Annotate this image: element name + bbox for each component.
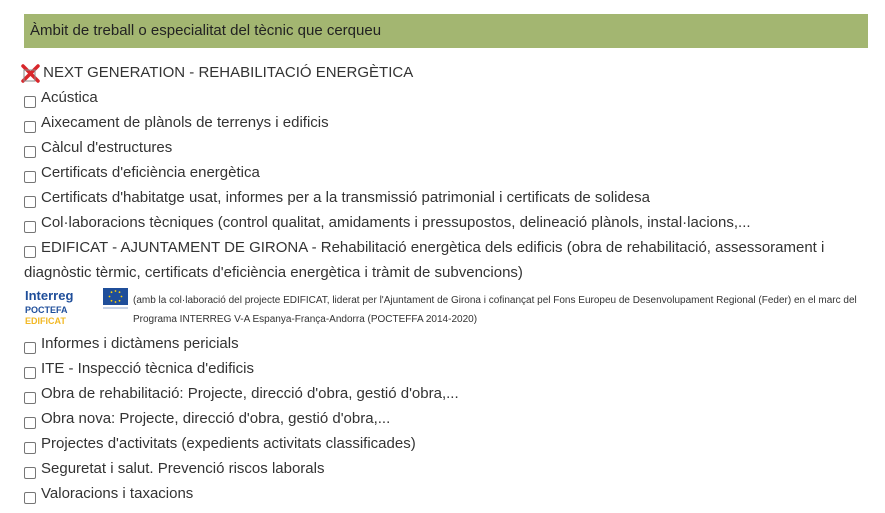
list-item[interactable] (24, 381, 874, 406)
item-label[interactable]: Obra de rehabilitació: Projecte, direcció d'obra, gestió d'obra,... (41, 385, 459, 402)
item-label[interactable]: ITE - Inspecció tècnica d'edificis (41, 360, 254, 377)
logo-edificat-text: EDIFICAT (25, 316, 66, 326)
item-label[interactable]: Obra nova: Projecte, direcció d'obra, gestió d'obra,... (41, 410, 391, 427)
checked-checkbox[interactable] (20, 64, 39, 83)
list-item[interactable] (24, 85, 874, 110)
checkbox[interactable] (24, 121, 36, 133)
list-item[interactable] (24, 110, 874, 135)
section-title: Àmbit de treball o especialitat del tècnic que cerqueu (30, 22, 382, 39)
checkbox[interactable] (24, 221, 36, 233)
item-label[interactable]: Seguretat i salut. Prevenció riscos laborals (41, 460, 325, 477)
item-label[interactable]: Informes i dictàmens pericials (41, 335, 239, 352)
checkbox[interactable] (24, 467, 36, 479)
item-label[interactable]: Projectes d'activitats (expedients activitats classificades) (41, 435, 416, 452)
list-item[interactable] (24, 185, 874, 210)
item-label[interactable]: EDIFICAT - AJUNTAMENT DE GIRONA - Rehabilitació energètica dels edificis (obra de rehabilitació, assessorament i diagnòstic tèrmic, certificats d'eficiència energètica i tràmit de subvencions) (24, 239, 825, 281)
list-item[interactable] (24, 406, 874, 431)
checkbox[interactable] (24, 342, 36, 354)
specialty-list (24, 60, 874, 506)
checkbox[interactable] (24, 442, 36, 454)
checkbox[interactable] (24, 246, 36, 258)
eu-flag-icon (103, 288, 128, 309)
interreg-poctefa-edificat-logo (24, 288, 128, 326)
item-label[interactable]: Valoracions i taxacions (41, 485, 194, 502)
checkbox[interactable] (24, 171, 36, 183)
checkbox[interactable] (24, 146, 36, 158)
checkbox[interactable] (24, 492, 36, 504)
list-item[interactable] (24, 356, 874, 381)
logo-poctefa-text: POCTEFA (25, 305, 68, 315)
checkbox[interactable] (24, 96, 36, 108)
list-item[interactable] (24, 481, 874, 506)
list-item[interactable] (24, 456, 874, 481)
item-label[interactable]: Acústica (41, 89, 98, 106)
list-item[interactable] (24, 235, 874, 285)
section-header (24, 14, 868, 48)
list-item[interactable] (24, 135, 874, 160)
item-label[interactable]: Càlcul d'estructures (41, 139, 173, 156)
checkbox[interactable] (24, 417, 36, 429)
list-item[interactable] (24, 431, 874, 456)
item-label[interactable]: Certificats d'habitatge usat, informes per a la transmissió patrimonial i certificats de solidesa (41, 189, 650, 206)
edificat-collaboration-note: (amb la col·laboració del projecte EDIFICAT, liderat per l'Ajuntament de Girona i cofinançat pel Fons Europeu de Desenvolupament Regional (Feder) en el marc del Programa INTERREG V-A Espanya-França-Andorra (POCTEFFA 2014-2020) (133, 295, 857, 325)
list-item[interactable] (24, 60, 874, 85)
checkbox[interactable] (24, 392, 36, 404)
checkbox[interactable] (24, 196, 36, 208)
item-label[interactable]: NEXT GENERATION - REHABILITACIÓ ENERGÈTICA (43, 64, 414, 81)
list-item[interactable] (24, 210, 874, 235)
item-label[interactable]: Aixecament de plànols de terrenys i edificis (41, 114, 329, 131)
list-item[interactable] (24, 160, 874, 185)
logo-interreg-text: Interreg (25, 288, 74, 303)
edificat-logo-block (24, 286, 874, 326)
checkbox[interactable] (24, 367, 36, 379)
item-label[interactable]: Certificats d'eficiència energètica (41, 164, 260, 181)
list-item[interactable] (24, 331, 874, 356)
item-label[interactable]: Col·laboracions tècniques (control qualitat, amidaments i pressupostos, delineació plànols, instal·lacions,... (41, 214, 751, 231)
